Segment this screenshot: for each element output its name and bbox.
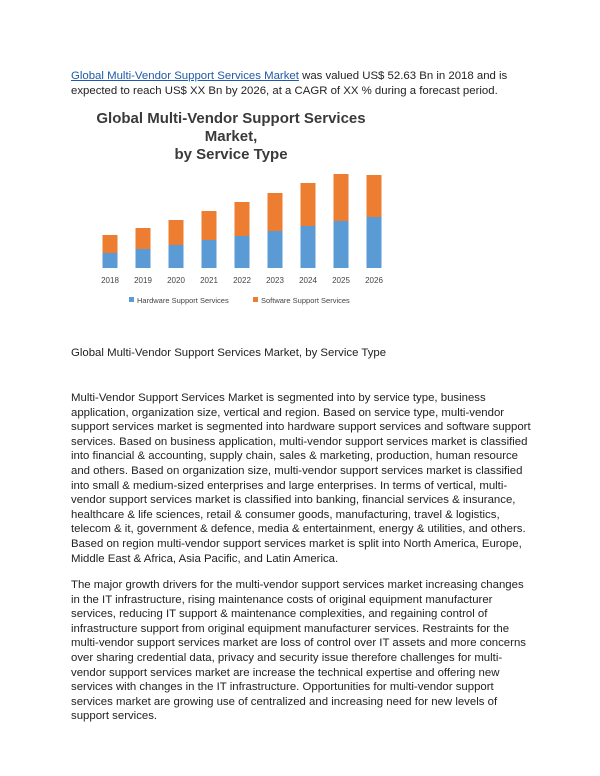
segmentation-paragraph: Multi-Vendor Support Services Market is segmented into by service type, business application, organization size, vertical and region. Based on service type, multi-vendor support services market is segmented into hardware support services and software support services. Based on business application, multi-vendor support services market is classified into financial & accounting, supply chain, sales & marketing, production, human resource and others. Based on organization size, multi-vendor support services market is classified into small & medium-sized enterprises and large enterprises. In terms of vertical, multi-vendor support services market is classified into banking, financial services & insurance, healthcare & life sciences, retail & consumer goods, manufacturing, travel & logistics, telecom & it, government & defence, media & entertainment, energy & utilities, and others. Based on region multi-vendor support services market is split into North America, Europe, Middle East & Africa, Asia Pacific, and Latin America.: [71, 392, 531, 565]
x-tick-label-2025: 2025: [332, 276, 350, 285]
legend-label-software: Software Support Services: [261, 296, 350, 305]
legend-label-hardware: Hardware Support Services: [137, 296, 229, 305]
bar-hardware-2021: [202, 240, 217, 268]
intro-text: was valued US$ 52.63 Bn in 2018 and is expected to reach US$ XX Bn by 2026, at a CAGR of XX % during a forecast period.: [71, 70, 508, 97]
x-tick-label-2022: 2022: [233, 276, 251, 285]
bar-hardware-2022: [235, 236, 250, 268]
chart-caption: Global Multi-Vendor Support Services Market, by Service Type: [71, 347, 387, 359]
bar-software-2019: [136, 228, 151, 249]
bar-software-2024: [301, 183, 316, 226]
chart-title-line-2: by Service Type: [174, 146, 288, 163]
chart-plot: [86, 106, 383, 316]
x-tick-label-2021: 2021: [200, 276, 218, 285]
x-tick-label-2024: 2024: [299, 276, 317, 285]
bar-software-2020: [169, 220, 184, 245]
bar-software-2023: [268, 193, 283, 231]
growth-drivers-paragraph: The major growth drivers for the multi-vendor support services market increasing changes in the IT infrastructure, rising maintenance costs of original equipment manufacturer services, reducing IT support & maintenance complexities, and regaining control of infrastructure support from original equipment manufacturer services. Restraints for the multi-vendor support services market are loss of control over IT assets and more concerns over sharing credential data, privacy and security issue therefore challenges for multi-vendor support services market are increase the technical expertise and offering new services with changes in the IT infrastructure. Opportunities for multi-vendor support services market are growing use of centralized and increasing need for new levels of support services.: [71, 579, 526, 723]
bar-hardware-2025: [334, 221, 349, 268]
bar-software-2018: [103, 235, 118, 253]
x-tick-label-2018: 2018: [101, 276, 119, 285]
bar-software-2022: [235, 202, 250, 236]
bar-software-2025: [334, 174, 349, 221]
bar-software-2026: [367, 175, 382, 217]
x-tick-label-2023: 2023: [266, 276, 284, 285]
legend-swatch-software: [253, 297, 258, 302]
market-report-link[interactable]: Global Multi-Vendor Support Services Market: [71, 70, 299, 82]
service-type-chart: [86, 106, 383, 316]
bar-hardware-2019: [136, 249, 151, 268]
bar-hardware-2023: [268, 231, 283, 268]
x-tick-label-2026: 2026: [365, 276, 383, 285]
bar-hardware-2020: [169, 245, 184, 268]
bar-software-2021: [202, 211, 217, 240]
legend-swatch-hardware: [129, 297, 134, 302]
x-tick-label-2019: 2019: [134, 276, 152, 285]
x-tick-label-2020: 2020: [167, 276, 185, 285]
bar-hardware-2024: [301, 226, 316, 268]
chart-title-line-1: Global Multi-Vendor Support Services Market,: [96, 110, 366, 145]
bar-hardware-2026: [367, 217, 382, 268]
bar-hardware-2018: [103, 253, 118, 268]
intro-paragraph: [71, 69, 531, 98]
